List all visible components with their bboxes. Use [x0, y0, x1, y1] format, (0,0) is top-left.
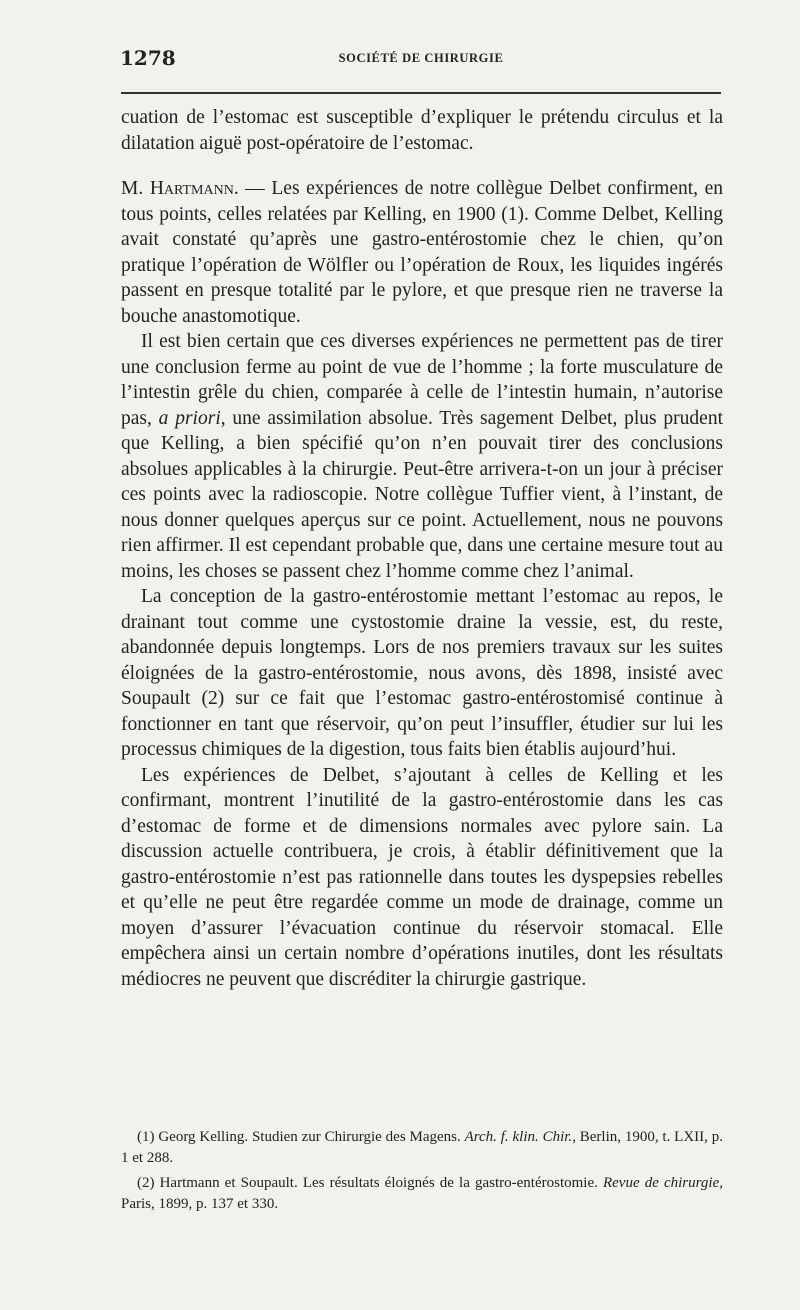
body-text	[121, 105, 723, 992]
footnote-1	[121, 1127, 723, 1169]
footnote-text: (1) Georg Kelling. Studien zur Chirurgie des Magens.	[137, 1129, 465, 1145]
paragraph-experiences	[121, 329, 723, 584]
footnote-text: , Berlin, 1900, t. LXII, p. 1 et 288.	[121, 1129, 724, 1166]
footnote-text: , Paris, 1899, p. 137 et 330.	[121, 1175, 723, 1212]
page-header	[120, 46, 722, 76]
page-number: 1278	[120, 46, 176, 70]
paragraph-continuation: cuation de l’estomac est susceptible d’expliquer le prétendu circulus et la dilatation aiguë post-opératoire de l’estomac.	[121, 107, 723, 154]
italic-phrase: a priori	[158, 407, 221, 429]
footnote-text: (2) Hartmann et Soupault. Les résultats éloignés de la gastro-entérostomie.	[137, 1175, 603, 1191]
paragraph-text: Il est bien certain que ces diverses expériences ne permettent pas de tirer une conclusion ferme au point de vue de l’homme ; la forte musculature de l’intestin grêle du chien, comparée à celle de l’intestin humain, n’autorise pas,	[121, 331, 723, 429]
paragraph-conception: La conception de la gastro-entérostomie mettant l’estomac au repos, le drainant tout comme une cystostomie draine la vessie, est, du reste, abandonnée depuis longtemps. Lors de nos premiers travaux sur les suites éloignées de la gastro-entérostomie, nous avons, dès 1898, insisté avec Soupault (2) sur ce fait que l’estomac gastro-entérostomisé continue à fonctionner en tant que réservoir, qu’on peut l’insuffler, étudier sur lui les processus chimiques de la digestion, tous faits bien établis aujourd’hui.	[121, 586, 723, 760]
paragraph-text: , une assimilation absolue. Très sagement Delbet, plus prudent que Kelling, a bien spécifié qu’on n’en pouvait tirer des conclusions absolues applicables à la chirurgie. Peut-être arrivera-t-on un jour à préciser ces points avec la radioscopie. Notre collègue Tuffier vient, à l’instant, de nous donner quelques aperçus sur ce point. Actuellement, nous ne pouvons rien affirmer. Il est cependant probable que, dans une certaine mesure tout au moins, les choses se passent chez l’homme comme chez l’animal.	[121, 407, 723, 582]
speaker-prefix: M.	[121, 178, 150, 199]
paragraph-hartmann	[121, 176, 723, 329]
footnote-journal: Arch. f. klin. Chir.	[464, 1129, 573, 1145]
paragraph-conclusion: Les expériences de Delbet, s’ajoutant à celles de Kelling et les confirmant, montrent l’inutilité de la gastro-entérostomie dans les cas d’estomac de forme et de dimensions normales avec pylore sain. La discussion actuelle contribuera, je crois, à établir définitivement que la gastro-entérostomie n’est pas rationnelle dans toutes les dyspepsies rebelles et qu’elle ne peut être regardée comme un mode de drainage, comme un moyen d’assurer l’évacuation continue du réservoir stomacal. Elle empêchera ainsi un certain nombre d’opérations inutiles, dont les résultats médiocres ne peuvent que discréditer la chirurgie gastrique.	[121, 764, 723, 990]
footnotes	[121, 1127, 723, 1215]
footnote-journal: Revue de chirurgie	[602, 1175, 720, 1191]
running-head: SOCIÉTÉ DE CHIRURGIE	[338, 51, 504, 65]
header-rule	[121, 92, 721, 94]
speaker-name: Hartmann	[149, 178, 234, 199]
footnote-2	[121, 1173, 723, 1215]
paragraph-hartmann-text: . — Les expériences de notre collègue Delbet confirment, en tous points, celles relatées par Kelling, en 1900 (1). Comme Delbet, Kelling avait constaté qu’après une gastro-entérostomie chez le chien, qu’on pratique l’opération de Wölfler ou l’opération de Roux, les liquides ingérés passent en presque totalité par le pylore, et que presque rien ne traverse la bouche anastomotique.	[121, 178, 724, 327]
